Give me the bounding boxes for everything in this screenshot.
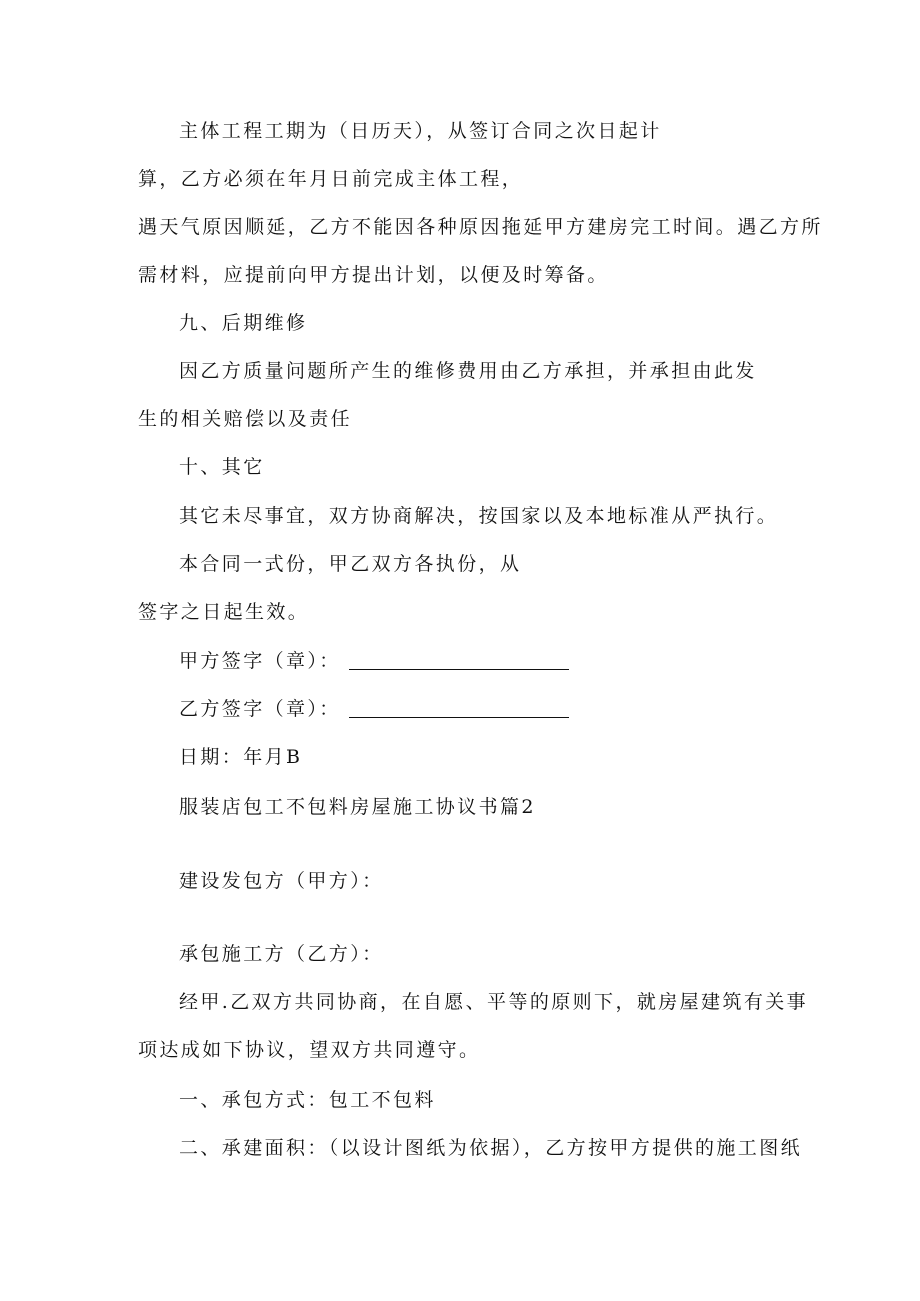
contractor-label: 承包施工方（乙方）： — [179, 943, 384, 965]
signature-label: 甲方签字（章）： — [179, 650, 341, 672]
paragraph-line: 项达成如下协议，望双方共同遵守。 — [138, 1039, 481, 1061]
signature-blank — [349, 651, 569, 670]
date-line: 日期：年月B — [179, 746, 303, 768]
paragraph-line: 遇天气原因顺延，乙方不能因各种原因拖延甲方建房完工时间。遇乙方所 — [138, 216, 823, 238]
paragraph-line: 签字之日起生效。 — [138, 601, 310, 623]
section-heading: 九、后期维修 — [179, 312, 308, 334]
paragraph-line: 算，乙方必须在年月日前完成主体工程， — [138, 168, 524, 190]
clause-line: 一、承包方式：包工不包料 — [179, 1089, 436, 1111]
employer-label: 建设发包方（甲方）： — [179, 870, 384, 892]
article-title: 服装店包工不包料房屋施工协议书篇2 — [179, 796, 536, 818]
signature-row-party-b — [179, 697, 569, 721]
paragraph-line: 生的相关赔偿以及责任 — [138, 408, 353, 430]
signature-label: 乙方签字（章）： — [179, 698, 341, 720]
paragraph-line: 本合同一式份，甲乙双方各执份，从 — [179, 553, 522, 575]
paragraph-line: 主体工程工期为（日历天），从签订合同之次日起计 — [179, 120, 662, 142]
paragraph-line: 经甲.乙双方共同协商，在自愿、平等的原则下，就房屋建筑有关事 — [179, 991, 809, 1013]
section-heading: 十、其它 — [179, 456, 265, 478]
paragraph-line: 其它未尽事宜，双方协商解决，按国家以及本地标准从严执行。 — [179, 505, 779, 527]
signature-blank — [349, 699, 569, 718]
paragraph-line: 需材料，应提前向甲方提出计划，以便及时筹备。 — [138, 264, 609, 286]
paragraph-line: 因乙方质量问题所产生的维修费用由乙方承担，并承担由此发 — [179, 360, 757, 382]
clause-line: 二、承建面积：（以设计图纸为依据），乙方按甲方提供的施工图纸 — [179, 1137, 803, 1159]
signature-row-party-a — [179, 649, 569, 673]
